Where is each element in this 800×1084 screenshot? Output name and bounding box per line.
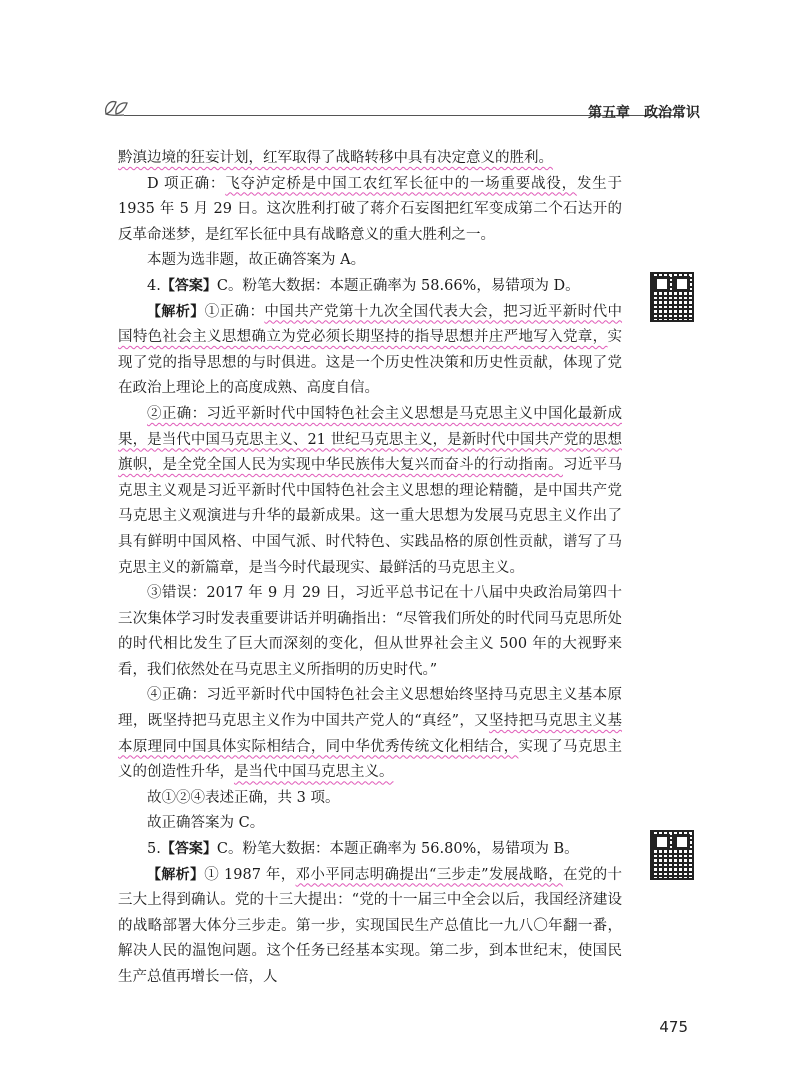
paragraph [118,683,622,785]
paragraph [118,811,622,837]
text-span: 故①②④表述正确，共 3 项。 [147,789,340,806]
highlighted-text: 中国共产党第十九次全国代表大会，把习近平新时代中国特色社会主义思想确立为党必须长期坚持的指导思想并庄严地写入党章， [118,303,623,346]
section-marker: 【答案】 [160,841,217,858]
paragraph [118,863,622,991]
chapter-subject: 政治常识 [644,105,700,121]
text-span: D 项正确： [147,175,226,192]
section-marker: 【解析】 [147,303,205,320]
leaf-icon [102,96,132,120]
text-span: 故正确答案为 C。 [147,815,265,832]
paragraph [118,402,622,581]
text-span: 实现了党的指导思想的与时俱进。这是一个历史性决策和历史性贡献，体现了党在政治上理论上的高度成熟、高度自信。 [118,329,622,397]
paragraph [118,786,622,812]
text-span: ① 1987 年， [204,866,296,883]
text-span: 实现了马克思主义的创造性升华， [118,738,622,781]
highlighted-text: ②正确：习近平新时代中国特色社会主义思想是马克思主义中国化最新成果，是当代中国马克思主义、21 世纪马克思主义，是新时代中国共产党的思想旗帜，是全党全国人民为实现中华民族伟大复兴而奋斗的行动指南。 [118,405,622,474]
paragraph [118,146,622,172]
section-marker: 【答案】 [160,277,217,294]
paragraph [118,300,622,402]
paragraph [118,837,622,863]
page-body [118,146,622,991]
text-span: 5. [147,841,161,858]
text-span: ①正确： [204,303,265,320]
highlighted-text: 飞夺泸定桥是中国工农红军长征中的一场重要战役， [225,175,577,192]
highlighted-text: 是当代中国马克思主义。 [234,764,394,781]
paragraph [118,172,622,249]
text-span: 本题为选非题，故正确答案为 A。 [147,252,366,269]
section-marker: 【解析】 [147,866,205,883]
text-span: C。粉笔大数据：本题正确率为 58.66%，易错项为 D。 [216,277,580,294]
text-span: ④正确：习近平新时代中国特色社会主义思想始终坚持马克思主义基本原理，既坚持把马克思主义作为中国共产党人的“真经”，又 [118,687,622,730]
qr-code-icon[interactable] [650,830,694,880]
text-span: ③错误：2017 年 9 月 29 日，习近平总书记在十八届中央政治局第四十三次集体学习时发表重要讲话并明确指出：“尽管我们所处的时代同马克思所处的时代相比发生了巨大而深刻的变化，但从世界社会主义 500 年的大视野来看，我们依然处在马克思主义所指明的历史时代。” [118,585,622,678]
text-span: 发生于 1935 年 5 月 29 日。这次胜利打破了蒋介石妄图把红军变成第二个石达开的反革命迷梦，是红军长征中具有战略意义的重大胜利之一。 [118,175,623,243]
page-number: 475 [659,1018,688,1036]
text-span: 习近平马克思主义观是习近平新时代中国特色社会主义思想的理论精髓，是中国共产党马克思主义观演进与升华的最新成果。这一重大思想为发展马克思主义作出了具有鲜明中国风格、中国气派、时代特色、实践品格的原创性贡献，谱写了马克思主义的新篇章，是当今时代最现实、最鲜活的马克思主义。 [118,457,622,576]
text-span: C。粉笔大数据：本题正确率为 56.80%，易错项为 B。 [216,841,579,858]
text-span: 4. [147,277,161,294]
chapter-label: 第五章 [588,105,630,121]
text-span: 在党的十三大上得到确认。党的十三大提出：“党的十一届三中全会以后，我国经济建设的战略部署大体分三步走。第一步，实现国民生产总值比一九八〇年翻一番，解决人民的温饱问题。这个任务已经基本实现。第二步，到本世纪末，使国民生产总值再增长一倍，人 [118,866,623,985]
qr-code-icon[interactable] [650,272,694,322]
highlighted-text: 邓小平同志明确提出“三步走”发展战略， [295,866,564,883]
chapter-title [588,102,700,122]
paragraph [118,248,622,274]
paragraph [118,581,622,683]
paragraph [118,274,622,300]
page-header [102,96,708,136]
highlighted-text: 黔滇边境的狂妄计划，红军取得了战略转移中具有决定意义的胜利。 [118,150,553,166]
highlighted-text: 坚持把马克思主义基本原理同中国具体实际相结合，同中华优秀传统文化相结合， [118,713,622,755]
